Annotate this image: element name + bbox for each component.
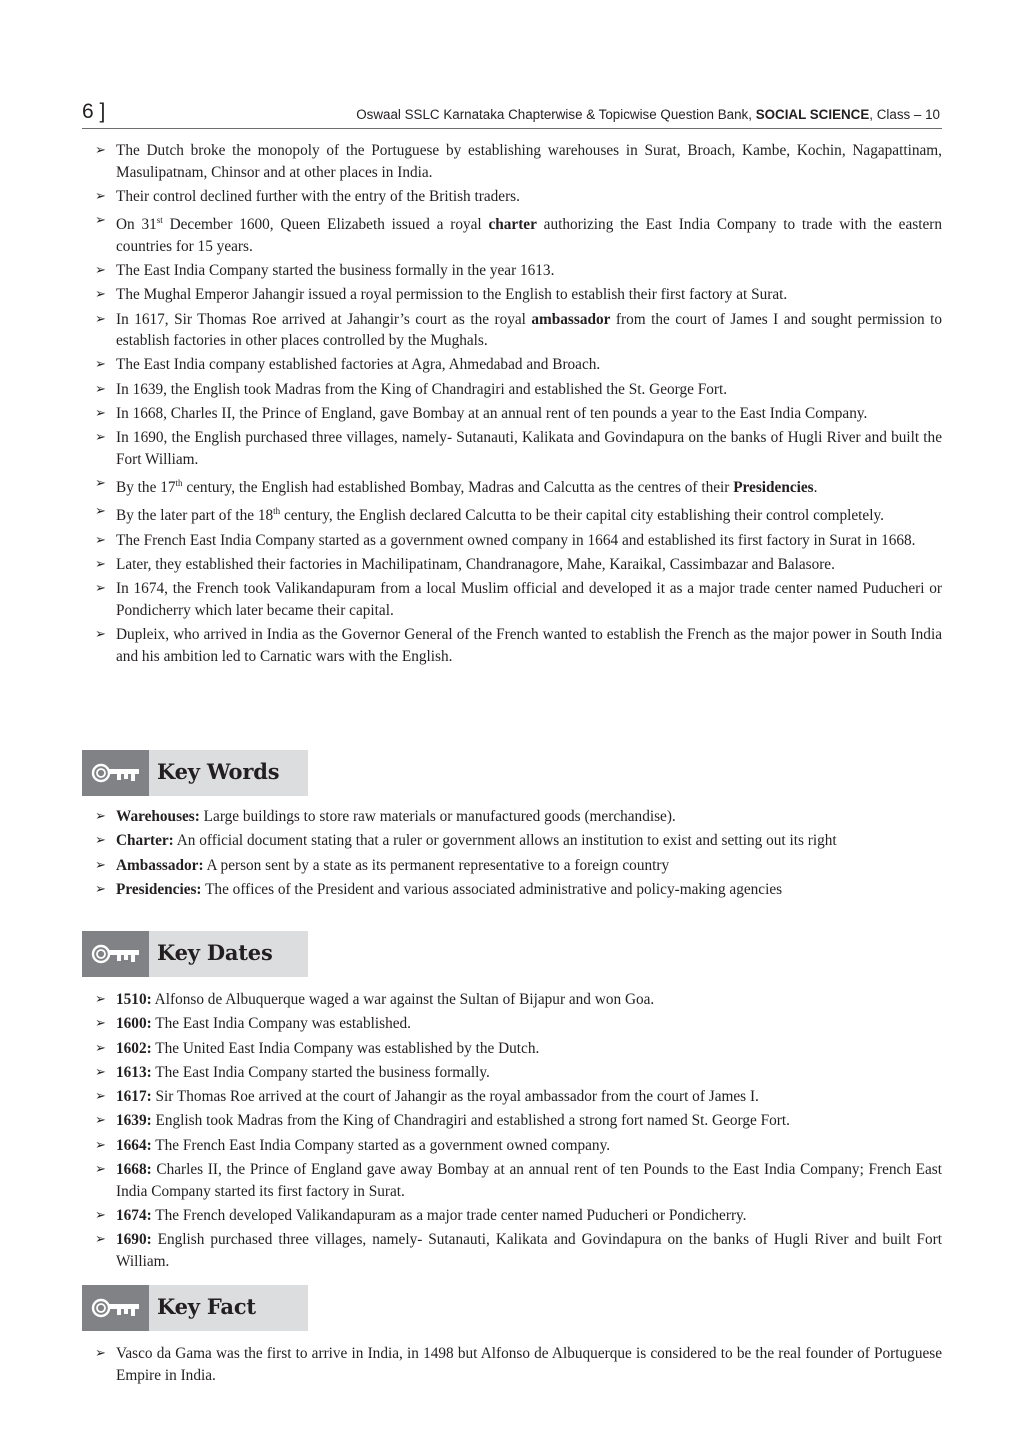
section-title-box — [149, 931, 308, 977]
list-item-text: . — [813, 479, 818, 497]
list-item-text: In 1617, Sir Thomas Roe arrived at Jahangir’s court as the royal — [116, 310, 532, 328]
list-item-text: In 1639, the English took Madras from the King of Chandragiri and established the St. George Fort. — [116, 380, 728, 398]
list-item — [95, 1205, 942, 1227]
running-head-subject: SOCIAL SCIENCE — [755, 107, 870, 122]
list-item — [95, 1062, 942, 1084]
list-item-text: century, the English had established Bombay, Madras and Calcutta as the centres of their — [182, 479, 734, 497]
date-year: 1674: — [116, 1206, 152, 1224]
date-event: The French East India Company started as a government owned company. — [151, 1136, 611, 1154]
running-head-class: , Class – 10 — [869, 107, 940, 122]
list-item — [95, 1086, 942, 1108]
list-item — [95, 1013, 942, 1035]
section-title: Key Fact — [157, 1294, 256, 1319]
key-fact-heading — [82, 1285, 308, 1331]
date-year: 1639: — [116, 1112, 152, 1130]
list-item-text: The Dutch broke the monopoly of the Portuguese by establishing warehouses in Surat, Broach, Kambe, Kochin, Nagapattinam, Masulipatnam, Chinsor and at other places in India. — [116, 142, 942, 181]
list-item — [95, 1135, 942, 1157]
definition: Large buildings to store raw materials or manufactured goods (merchandise). — [199, 808, 676, 825]
date-event: The United East India Company was established by the Dutch. — [151, 1039, 540, 1057]
date-event: The French developed Valikandapuram as a major trade center named Puducheri or Pondicherry. — [151, 1206, 747, 1224]
list-item — [95, 989, 942, 1011]
list-item-text: In 1690, the English purchased three villages, namely- Sutanauti, Kalikata and Govindapura on the banks of Hugli River and built the Fort William. — [116, 429, 942, 468]
list-item — [95, 830, 942, 852]
key-icon-box — [82, 750, 149, 796]
list-item — [95, 1038, 942, 1060]
key-icon-box — [82, 931, 149, 977]
list-item — [95, 427, 942, 470]
date-event: Sir Thomas Roe arrived at the court of Jahangir as the royal ambassador from the court of James I. — [151, 1088, 759, 1106]
list-item — [95, 530, 942, 552]
bold-term: charter — [488, 216, 537, 234]
list-item — [95, 1159, 942, 1202]
key-icon — [91, 763, 141, 783]
date-event: The East India Company started the business formally. — [151, 1063, 490, 1081]
list-item-text: from the court of James I and sought permission to establish factories in other places controlled by the Mughals. — [116, 310, 942, 350]
list-item-text: By the 17 — [116, 479, 176, 497]
list-item-text: The Mughal Emperor Jahangir issued a royal permission to the English to establish their first factory at Surat. — [116, 286, 788, 304]
key-dates-heading — [82, 931, 308, 977]
term: Ambassador: — [116, 856, 204, 874]
list-item — [95, 140, 942, 183]
key-words-heading — [82, 750, 308, 796]
definition: An official document stating that a ruler or government allows an institution to exist and setting out its right — [173, 832, 837, 850]
date-year: 1668: — [116, 1161, 152, 1179]
list-item — [95, 578, 942, 621]
list-item — [95, 501, 942, 527]
definition: The offices of the President and various associated administrative and policy-making agencies — [201, 880, 783, 898]
list-item-text: The East India company established factories at Agra, Ahmedabad and Broach. — [116, 356, 601, 374]
list-item — [95, 1110, 942, 1132]
list-item — [95, 284, 942, 306]
list-item — [95, 624, 942, 667]
list-item-text: In 1674, the French took Valikandapuram from a local Muslim official and developed it as a major trade center named Puducheri or Pondicherry which later became their capital. — [116, 580, 942, 619]
running-head-text: Oswaal SSLC Karnataka Chapterwise & Topicwise Question Bank, — [356, 107, 756, 122]
ordinal-superscript: st — [156, 215, 163, 226]
list-item-text: Later, they established their factories in Machilipatinam, Chandranagore, Mahe, Karaikal, Cassimbazar and Balasore. — [116, 556, 835, 574]
list-item — [95, 403, 942, 425]
list-item — [95, 879, 942, 901]
list-item-text: The French East India Company started as a government owned company in 1664 and established its first factory in Surat in 1668. — [116, 531, 916, 549]
list-item — [95, 806, 942, 828]
date-event: Charles II, the Prince of England gave away Bombay at an annual rent of ten Pounds to the East India Company; French East India Company started its first factory in Surat. — [116, 1161, 942, 1200]
section-title: Key Dates — [157, 940, 273, 965]
key-icon-box — [82, 1285, 149, 1331]
list-item — [95, 186, 942, 208]
section-title-box — [149, 1285, 308, 1331]
list-item-text: December 1600, Queen Elizabeth issued a royal — [162, 216, 489, 234]
section-title: Key Words — [157, 759, 280, 784]
key-icon — [91, 944, 141, 964]
list-item — [95, 210, 942, 257]
page-number: 6 ] — [82, 100, 106, 123]
list-item-text: On 31 — [116, 216, 157, 234]
date-event: Alfonso de Albuquerque waged a war against the Sultan of Bijapur and won Goa. — [151, 991, 655, 1008]
date-year: 1602: — [116, 1039, 152, 1057]
definition: A person sent by a state as its permanent representative to a foreign country — [203, 856, 670, 874]
list-item-text: Dupleix, who arrived in India as the Governor General of the French wanted to establish the French as the major power in South India and his ambition led to Carnatic wars with the English. — [116, 626, 942, 665]
key-dates-list — [95, 989, 942, 1275]
main-bullet-list — [95, 140, 942, 670]
list-item-text: century, the English declared Calcutta to be their capital city establishing their control completely. — [280, 507, 884, 525]
section-title-box — [149, 750, 308, 796]
list-item-text: authorizing the East India Company to trade with the eastern countries for 15 years. — [116, 216, 942, 255]
list-item — [95, 379, 942, 401]
list-item-text: The East India Company started the business formally in the year 1613. — [116, 261, 555, 279]
list-item-text: In 1668, Charles II, the Prince of England, gave Bombay at an annual rent of ten pounds a year to the East India Company. — [116, 404, 868, 422]
key-words-list — [95, 806, 942, 903]
list-item — [95, 855, 942, 877]
list-item — [95, 309, 942, 352]
key-icon — [91, 1298, 141, 1318]
key-fact-list — [95, 1343, 942, 1389]
ordinal-superscript: th — [273, 506, 281, 517]
term: Warehouses: — [116, 808, 200, 825]
list-item — [95, 1343, 942, 1386]
date-year: 1617: — [116, 1088, 152, 1106]
list-item — [95, 1229, 942, 1272]
date-event: English purchased three villages, namely- Sutanauti, Kalikata and Govindapura on the banks of Hugli River and built Fort William. — [116, 1231, 942, 1270]
list-item-text: By the later part of the 18 — [116, 507, 274, 525]
date-year: 1664: — [116, 1136, 152, 1154]
term: Presidencies: — [116, 880, 202, 898]
date-year: 1600: — [116, 1015, 152, 1033]
ordinal-superscript: th — [175, 478, 183, 489]
date-year: 1510: — [116, 991, 152, 1008]
running-head — [356, 107, 940, 122]
date-event: English took Madras from the King of Chandragiri and established a strong fort named St. George Fort. — [151, 1112, 790, 1130]
date-year: 1613: — [116, 1063, 152, 1081]
page-header — [82, 100, 942, 129]
term: Charter: — [116, 832, 174, 850]
list-item — [95, 260, 942, 282]
date-year: 1690: — [116, 1231, 152, 1249]
bold-term: ambassador — [531, 310, 611, 328]
list-item — [95, 554, 942, 576]
list-item — [95, 473, 942, 499]
list-item-text: Vasco da Gama was the first to arrive in India, in 1498 but Alfonso de Albuquerque is considered to be the real founder of Portuguese Empire in India. — [116, 1345, 942, 1384]
bold-term: Presidencies — [733, 479, 814, 497]
list-item — [95, 354, 942, 376]
date-event: The East India Company was established. — [151, 1015, 411, 1033]
list-item-text: Their control declined further with the entry of the British traders. — [116, 187, 520, 205]
